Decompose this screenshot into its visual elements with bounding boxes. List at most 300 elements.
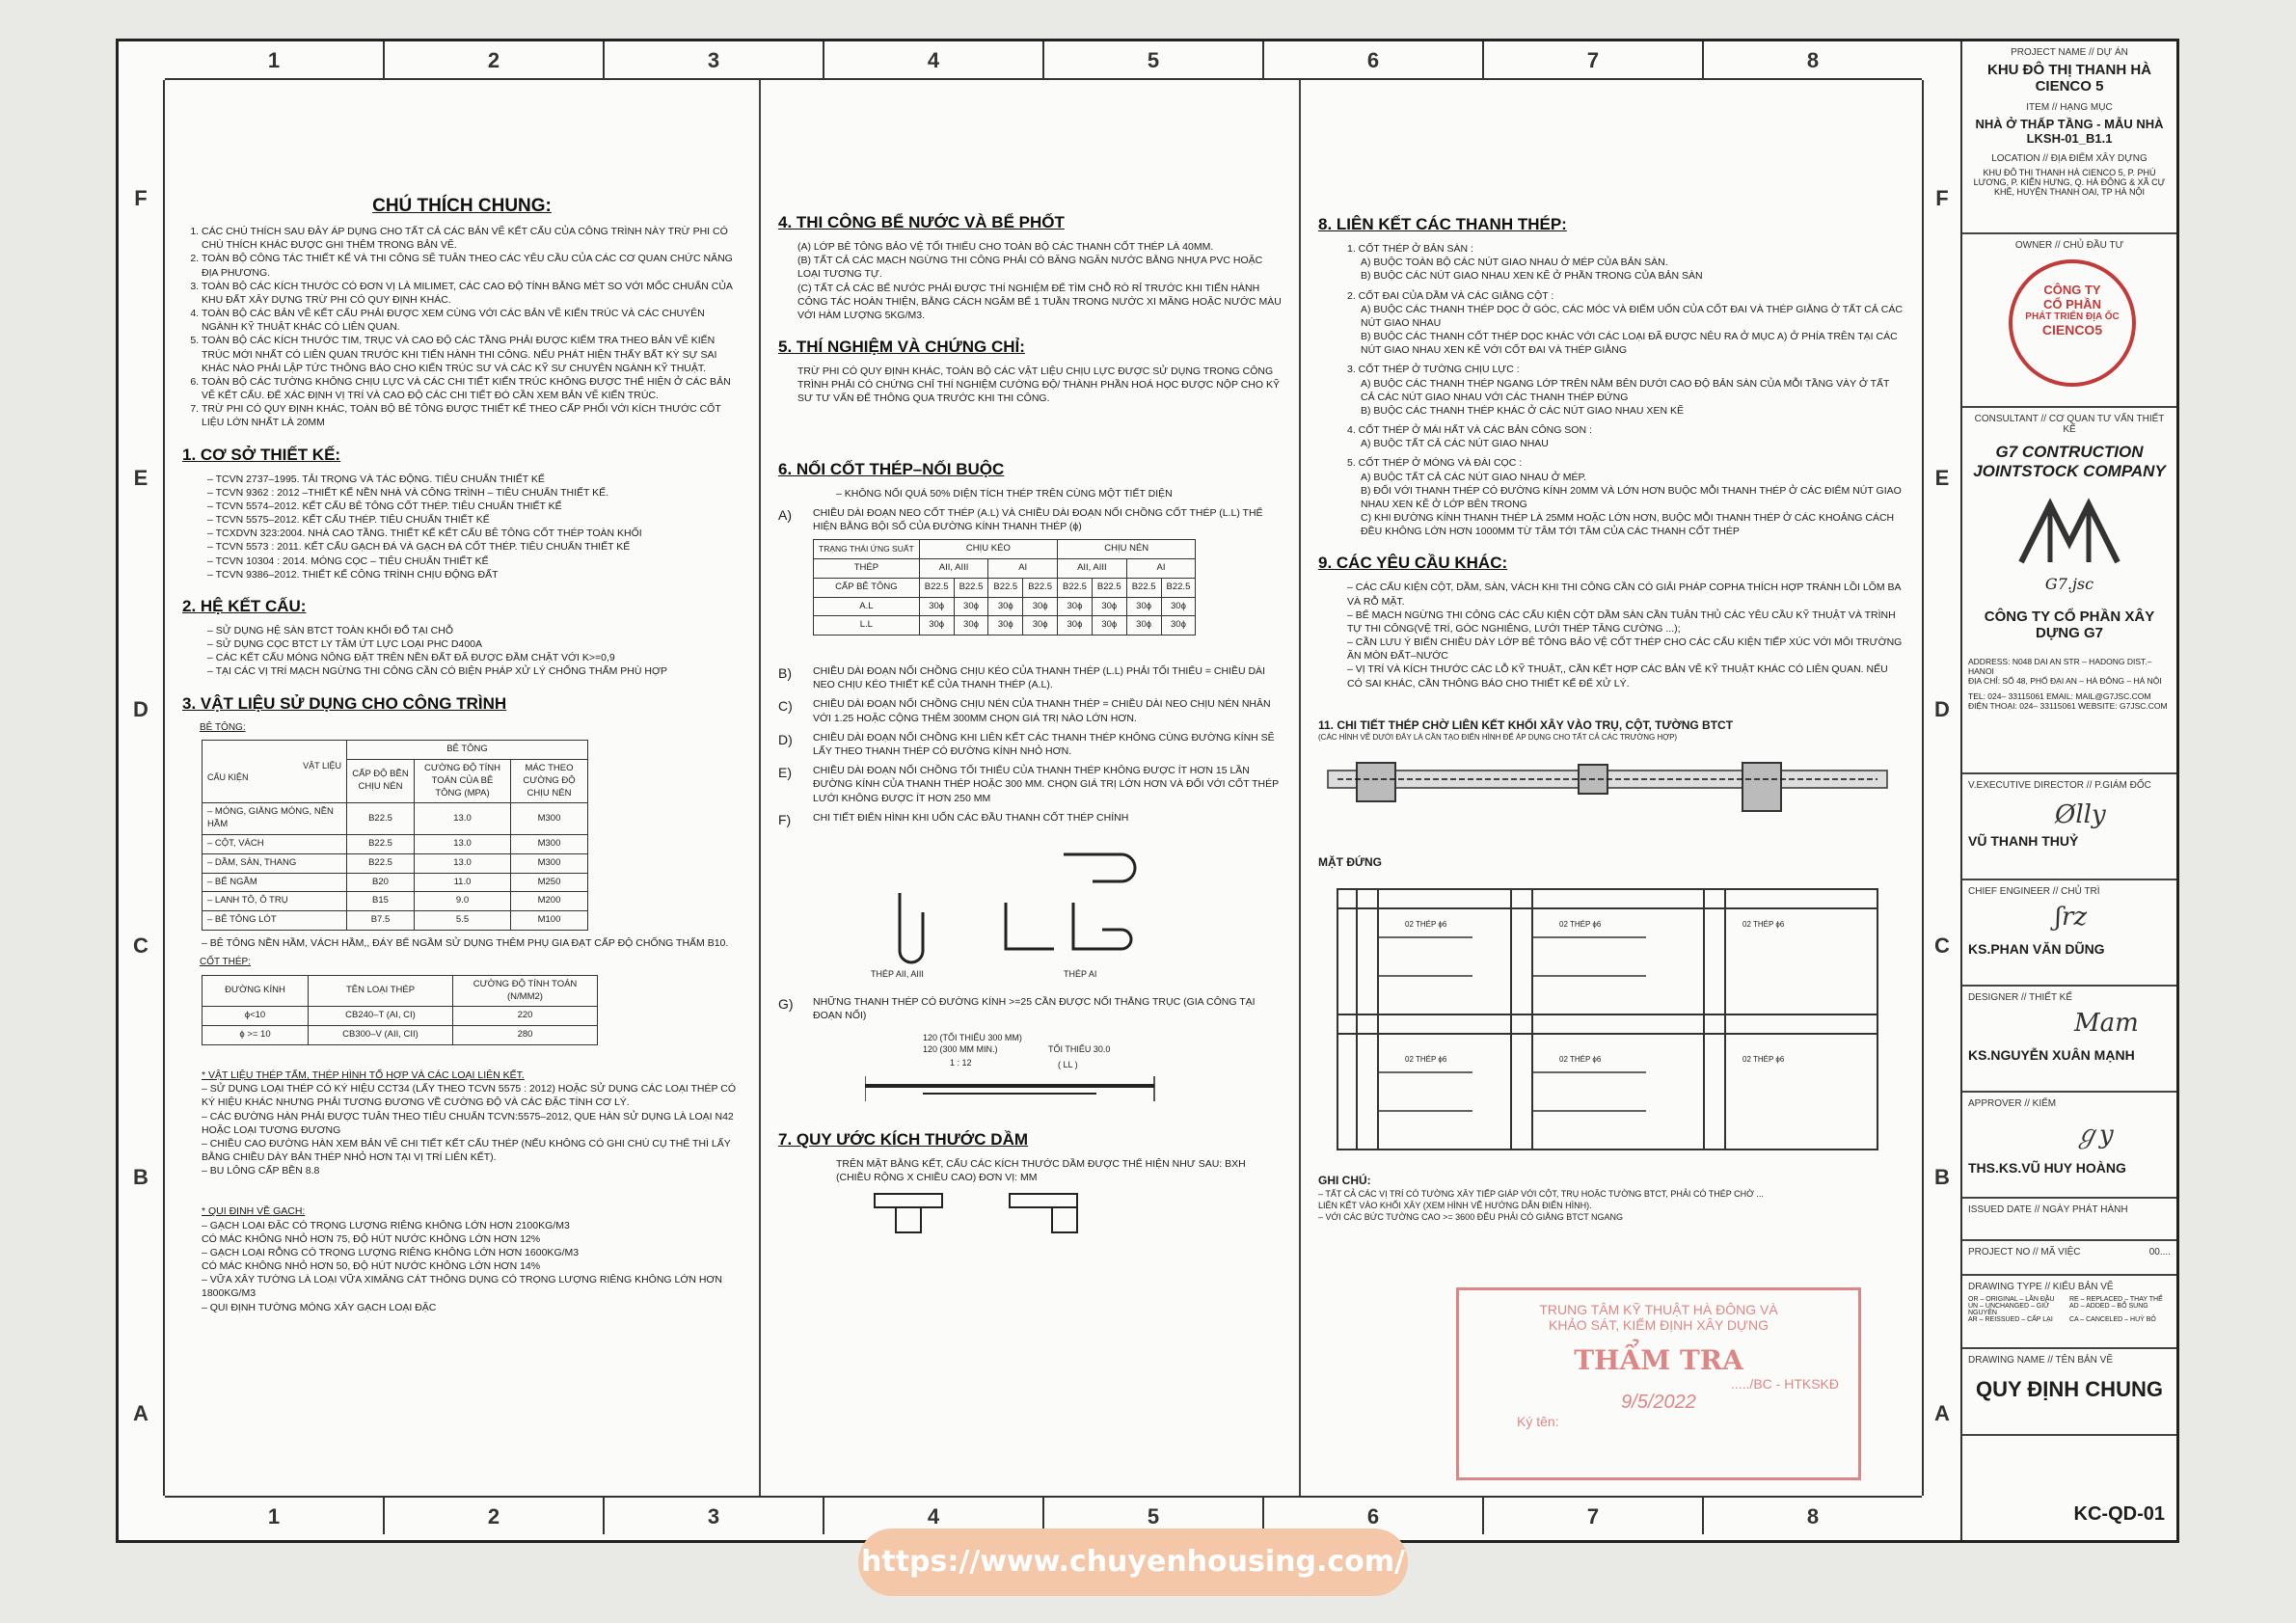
- grid-col-label: 6: [1264, 1498, 1484, 1534]
- table-row: [814, 578, 1196, 597]
- table-cell: B22.5: [988, 578, 1023, 597]
- beam-convention-text: TRÊN MẶT BẰNG KẾT, CẤU CÁC KÍCH THƯỚC DẦM ĐƯỢC THỂ HIỆN NHƯ SAU: BXH (CHIỀU RỘNG X CHIỀU CAO) ĐƠN VỊ: MM: [836, 1157, 1246, 1184]
- table-cell: – CỘT, VÁCH: [203, 835, 347, 854]
- type-code: AR – REISSUED – CẤP LẠI: [1968, 1316, 2053, 1323]
- list-item: 4. TOÀN BỘ CÁC BẢN VẼ KẾT CẤU PHẢI ĐƯỢC XEM CÙNG VỚI CÁC BẢN VẼ KIẾN TRÚC VÀ CÁC CHUYÊN NGÀNH KỸ THUẬT KHÁC CÓ LIÊN QUAN.: [202, 307, 742, 334]
- grid-col-label: 6: [1264, 41, 1484, 78]
- item-body: [813, 506, 1282, 641]
- grid-row-label: A: [133, 1401, 149, 1425]
- stamp-text: CỔ PHẦN: [2043, 297, 2101, 311]
- list-item: – CHIỀU CAO ĐƯỜNG HÀN XEM BẢN VẼ CHI TIẾT KẾT CẤU THÉP (NẾU KHÔNG CÓ GHI CHÚ CỤ THỂ THÌ LẤY BẰNG CHIỀU DÀY BẢN THÉP NHỎ HƠN TẠI VỊ TRÍ LIÊN KẾT).: [202, 1137, 731, 1164]
- other-requirements-title: 9. CÁC YÊU CẦU KHÁC:: [1318, 554, 1508, 573]
- projno-label: PROJECT NO // MÃ VIỆC: [1968, 1247, 2081, 1258]
- item-text: CHIỀU DÀI ĐOẠN NỐI CHỒNG CHỊU KÉO CỦA THANH THÉP (L.L) PHẢI TỐI THIỂU = CHIỀU DÀI NEO CHỊU KÉO THIẾT KẾ CỦA THANH THÉP (A.L).: [813, 665, 1265, 691]
- table-cell: ϕ >= 10: [203, 1026, 309, 1045]
- list-item: – CÁC CẤU KIỆN CỘT, DẦM, SÀN, VÁCH KHI THI CÔNG CẦN CÓ GIẢI PHÁP COPHA THÍCH HỢP TRÁNH LỒI LÕM BA VÀ RỖ MẶT.: [1347, 582, 1901, 608]
- signature-icon: ʃrz: [2055, 903, 2088, 932]
- table-cell: 13.0: [415, 853, 511, 873]
- inspection-stamp: [1456, 1287, 1861, 1480]
- row-grid-left: [119, 80, 165, 1496]
- table-cell: 30ϕ: [988, 597, 1023, 616]
- list-item: – VỮA XÂY TƯỜNG LÀ LOẠI VỮA XIMĂNG CÁT THÔNG DỤNG CÓ TRỌNG LƯỢNG RIÊNG KHÔNG LỚN HƠN 1800KG/M3: [202, 1274, 723, 1300]
- signature-icon: Ølly: [2055, 800, 2106, 829]
- rebar-tag: 02 THÉP ϕ6: [1559, 1054, 1602, 1064]
- signature-icon: ℊy: [2074, 1121, 2114, 1150]
- table-cell: 5.5: [415, 911, 511, 931]
- list-item: – BỂ MẠCH NGỪNG THI CÔNG CÁC CẤU KIỆN CỘT DẦM SÀN CẦN TUÂN THỦ CÁC YÊU CẦU KỸ THUẬT VÀ TRÌNH TỰ THI CÔNG(VỆ TRÍ, GÓC NGHIÊNG, LƯỚI THÉP TĂNG CƯỜNG ...);: [1347, 609, 1896, 635]
- item-label: D): [778, 731, 793, 747]
- grid-row-label: B: [1934, 1165, 1950, 1189]
- column-header: TÊN LOẠI THÉP: [309, 975, 453, 1007]
- chief-name: KS.PHAN VĂN DŨNG: [1968, 941, 2105, 957]
- list-item: – VỚI CÁC BỨC TƯỜNG CAO >= 3600 ĐỂU PHẢI CÓ GIẰNG BTCT NGANG: [1318, 1212, 1624, 1223]
- table-cell: B22.5: [919, 578, 954, 597]
- column-header: CƯỜNG ĐỘ TÍNH TOÁN (N/MM2): [453, 975, 598, 1007]
- list-item: 1. CỐT THÉP Ở BẢN SÀN :: [1347, 243, 1473, 255]
- table-cell: CẤP BÊ TÔNG: [814, 578, 920, 597]
- list-item: B) ĐỐI VỚI THANH THÉP CÓ ĐƯỜNG KÍNH 20MM VÀ LỚN HƠN BUỘC MỖI THANH THÉP Ở CÁC ĐIỂM NÚT GIAO NHAU XEN KẼ Ở LỚP BÊN TRONG: [1361, 484, 1902, 510]
- list-item: – SỬ DỤNG HỆ SÀN BTCT TOÀN KHỐI ĐỔ TẠI CHỖ: [207, 624, 742, 637]
- item-label: ITEM // HẠNG MỤC: [2026, 102, 2113, 113]
- table-cell: 30ϕ: [919, 597, 954, 616]
- table-cell: 30ϕ: [988, 616, 1023, 636]
- grid-row-label: D: [1934, 697, 1950, 721]
- list-item: – TCVN 2737–1995. TẢI TRỌNG VÀ TÁC ĐỘNG. TIÊU CHUẨN THIẾT KẾ: [207, 473, 742, 486]
- table-cell: 13.0: [415, 803, 511, 835]
- list-item: – TẠI CÁC VỊ TRÍ MẠCH NGỪNG THI CÔNG CẦN CÓ BIỆN PHÁP XỬ LÝ CHỐNG THẤM PHÙ HỢP: [207, 664, 742, 678]
- coupler-svg: [865, 1072, 1174, 1111]
- list-item: – BU LÔNG CẤP BỀN 8.8: [202, 1165, 320, 1177]
- brick-title: * QUI ĐỊNH VỀ GẠCH:: [202, 1205, 306, 1218]
- splice-item-f: [778, 811, 1282, 829]
- title-block: [1960, 41, 2176, 1540]
- grid-col-label: 8: [1806, 48, 1820, 72]
- table-cell: 30ϕ: [954, 616, 988, 636]
- dimension-text: 120 (TỐI THIỂU 300 MM): [923, 1032, 1022, 1042]
- director-block: [1962, 774, 2176, 880]
- list-item: A) BUỘC TẤT CẢ CÁC NÚT GIAO NHAU Ở MÉP.: [1361, 471, 1587, 483]
- table-row: [203, 1026, 598, 1045]
- stamp-date: 9/5/2022: [1621, 1392, 1696, 1413]
- item-text: NHỮNG THANH THÉP CÓ ĐƯỜNG KÍNH >=25 CẦN ĐƯỢC NỐI THẲNG TRỤC (GIA CÔNG TẠI ĐOẠN NỐI): [813, 995, 1256, 1021]
- hook-label: THÉP AI: [1064, 968, 1097, 979]
- table-cell: 30ϕ: [1023, 597, 1058, 616]
- elevation-svg: [1318, 870, 1897, 1159]
- rebar-tag: 02 THÉP ϕ6: [1405, 1054, 1447, 1064]
- item-label: F): [778, 811, 792, 827]
- table-row: [203, 892, 588, 911]
- column-header: MÁC THEO CƯỜNG ĐỘ CHỊU NÉN: [511, 759, 588, 802]
- bar-linking-list: [1347, 242, 1904, 538]
- column-general-notes: [165, 80, 761, 1496]
- table-cell: B7.5: [347, 911, 415, 931]
- contact-vn: ĐIỆN THOẠI: 024– 33115061 WEBSITE: G7JSC.COM: [1968, 701, 2168, 711]
- tank-title: 4. THI CÔNG BỂ NƯỚC VÀ BỂ PHỐT: [778, 213, 1065, 231]
- type-codes: [1968, 1296, 2171, 1323]
- materials-title: 3. VẬT LIỆU SỬ DỤNG CHO CÔNG TRÌNH: [182, 693, 507, 713]
- table-row: [814, 597, 1196, 616]
- consultant-name-vn: CÔNG TY CỔ PHẦN XÂY DỰNG G7: [1984, 609, 2155, 641]
- list-item: – CẦN LƯU Ý BIỂN CHIỀU DÀY LỚP BÊ TÔNG BẢO VỆ CỐT THÉP CHO CÁC CẤU KIỆN TIẾP XÚC VỚI MÔI TRƯỜNG ĂN MÒN ĐẤT–NƯỚC: [1347, 636, 1903, 663]
- grid-col-label: 3: [605, 1498, 824, 1534]
- project-info: [1962, 41, 2176, 234]
- list-item: – TCVN 5573 : 2011. KẾT CẤU GẠCH ĐÁ VÀ GẠCH ĐÁ CỐT THÉP. TIÊU CHUẨN THIẾT KẾ: [207, 540, 742, 554]
- table-cell: B22.5: [347, 835, 415, 854]
- item-label: A): [778, 506, 792, 523]
- grid-col-label: 1: [165, 41, 385, 78]
- item-label: C): [778, 698, 793, 715]
- grid-col-label: 4: [824, 41, 1044, 78]
- table-row: [203, 1007, 598, 1026]
- steel-label: CỐT THÉP:: [200, 957, 251, 968]
- list-item: CÓ MÁC KHÔNG NHỎ HƠN 75, ĐỘ HÚT NƯỚC KHÔNG LỚN HƠN 12%: [202, 1232, 541, 1245]
- g7-logo-icon: [2012, 495, 2127, 572]
- table-cell: 280: [453, 1026, 598, 1045]
- list-item: A) BUỘC CÁC THANH THÉP NGANG LỚP TRÊN NẰM BÊN DƯỚI CAO ĐỘ BẢN SÀN CỦA MỖI TẦNG VÀY Ở TẤT CẢ CÁC NÚT GIAO NHAU VỚI CÁC THANH THÉP ĐỨNG: [1361, 377, 1890, 403]
- list-item: – QUI ĐỊNH TƯỜNG MÓNG XÂY GẠCH LOẠI ĐẶC: [202, 1301, 437, 1313]
- logo-text: G7.jsc: [2044, 575, 2094, 593]
- item-text: CHIỀU DÀI ĐOẠN NỐI CHỒNG KHI LIÊN KẾT CÁC THANH THÉP KHÔNG CÙNG ĐƯỜNG KÍNH SẼ LẤY THEO THANH THÉP CÓ ĐƯỜNG KÍNH NHỎ HƠN.: [813, 731, 1275, 757]
- table-cell: 30ϕ: [1161, 597, 1196, 616]
- stamp-text: TRUNG TÂM KỸ THUẬT HÀ ĐÔNG VÀ: [1539, 1302, 1778, 1317]
- steel-notes: [202, 1068, 742, 1177]
- list-item: (C) TẤT CẢ CÁC BỂ NƯỚC PHẢI ĐƯỢC THÍ NGHIỆM ĐỂ TÌM CHỖ RÒ RỈ TRƯỚC KHI TIẾN HÀNH CÔNG TÁC HOÀN THIỆN, BẰNG CÁCH NGÂM BỂ 1 TUẦN TRONG NƯỚC XI MĂNG HOẶC NƯỚC MÀU VỚI HÀM LƯỢNG 5KG/M3.: [797, 282, 1282, 321]
- hook-label: THÉP AII, AIII: [871, 968, 924, 979]
- dimension-text: 1 : 12: [950, 1057, 972, 1068]
- table-cell: 220: [453, 1007, 598, 1026]
- list-item: B) BUỘC CÁC THANH CỐT THÉP DỌC KHÁC VỚI CÁC LOẠI ĐÃ ĐƯỢC NÊU RA Ở MỤC A) Ở PHÍA TRÊN TẠI CÁC NÚT GIAO NHAU XEN KẼ VỚI CỐT ĐAI VÀ THÉP GIẰNG: [1361, 331, 1898, 357]
- splice-item-a: [778, 506, 1282, 641]
- table-cell: – LANH TÔ, Ô TRỤ: [203, 892, 347, 911]
- rebar-tag: 02 THÉP ϕ6: [1405, 919, 1447, 929]
- grid-row-label: B: [133, 1165, 149, 1189]
- table-cell: B22.5: [1161, 578, 1196, 597]
- splice-table: [813, 539, 1196, 636]
- list-item: – TCVN 5575–2012. KẾT CẤU THÉP. TIÊU CHUẨN THIẾT KẾ: [207, 513, 742, 527]
- row-grid-right: [1922, 80, 1960, 1496]
- type-code: RE – REPLACED – THAY THẾ: [2069, 1296, 2163, 1303]
- splice-item-c: [778, 697, 1282, 724]
- list-item: – TCVN 10304 : 2014. MÓNG CỌC – TIÊU CHUẨN THIẾT KẾ: [207, 555, 742, 568]
- list-item: B) BUỘC CÁC THANH THÉP KHÁC Ở CÁC NÚT GIAO NHAU XEN KẼ: [1361, 404, 1684, 417]
- table-cell: B22.5: [347, 803, 415, 835]
- table-cell: 30ϕ: [1023, 616, 1058, 636]
- list-item: – SỬ DỤNG CỌC BTCT LY TÂM ỨT LỰC LOẠI PHC D400A: [207, 637, 742, 651]
- table-row: [203, 873, 588, 892]
- table-cell: 30ϕ: [1161, 616, 1196, 636]
- list-item: – TẤT CẢ CÁC VỊ TRÍ CÓ TƯỜNG XÂY TIẾP GIÁP VỚI CỘT, TRỤ HOẶC TƯỜNG BTCT, PHẢI CÓ THÉP CHỜ ...: [1318, 1189, 1764, 1200]
- column-grid-top: [165, 41, 1922, 80]
- table-cell: – DẦM, SÀN, THANG: [203, 853, 347, 873]
- list-item: 7. TRỪ PHI CÓ QUY ĐỊNH KHÁC, TOÀN BỘ BÊ TÔNG ĐƯỢC THIẾT KẾ THEO CẤP PHỐI VỚI KÍCH THƯỚC CỐT LIỆU LỚN NHẤT LÀ 20MM: [202, 402, 742, 429]
- brick-notes: [202, 1204, 742, 1313]
- grid-col-label: 2: [385, 1498, 605, 1534]
- list-item: – CÁC ĐƯỜNG HÀN PHẢI ĐƯỢC TUÂN THEO TIÊU CHUẨN TCVN:5575–2012, QUE HÀN SỬ DỤNG LÀ LOẠI N42 HOẶC LOẠI TƯƠNG ĐƯƠNG: [202, 1110, 734, 1136]
- table-cell: B15: [347, 892, 415, 911]
- grid-row-label: C: [133, 933, 149, 958]
- chief-label: CHIEF ENGINEER // CHỦ TRÌ: [1968, 886, 2100, 897]
- table-cell: 30ϕ: [1126, 616, 1161, 636]
- bar-linking-title: 8. LIÊN KẾT CÁC THANH THÉP:: [1318, 215, 1567, 233]
- watermark-url[interactable]: https://www.chuyenhousing.com/: [858, 1528, 1408, 1596]
- table-cell: B22.5: [954, 578, 988, 597]
- table-cell: 30ϕ: [1126, 597, 1161, 616]
- grid-col-label: 3: [605, 41, 824, 78]
- table-cell: M250: [511, 873, 588, 892]
- grid-row-label: F: [134, 186, 148, 210]
- table-cell: B22.5: [347, 853, 415, 873]
- column-reinforcement-notes: [1301, 80, 1922, 1496]
- splice-item-g: [778, 995, 1282, 1022]
- grid-row-label: A: [1934, 1401, 1950, 1425]
- item-name: NHÀ Ở THẤP TẦNG - MẪU NHÀ LKSH-01_B1.1: [1975, 117, 2164, 146]
- type-code: AD – ADDED – BỔ SUNG: [2069, 1303, 2148, 1310]
- rebar-tag: 02 THÉP ϕ6: [1559, 919, 1602, 929]
- stamp-ref: ...../BC - HTKSKĐ: [1730, 1376, 1839, 1392]
- director-name: VŨ THANH THUỶ: [1968, 833, 2079, 849]
- testing-title: 5. THÍ NGHIỆM VÀ CHỨNG CHỈ:: [778, 338, 1025, 357]
- stamp-text: CÔNG TY: [2043, 283, 2101, 297]
- dowel-detail-subtitle: (CÁC HÌNH VẼ DƯỚI ĐÂY LÀ CẦN TẠO ĐIỂN HÌNH ĐỂ ÁP DỤNG CHO TẤT CẢ CÁC TRƯỜNG HỢP): [1318, 733, 1678, 742]
- table-cell: AI: [1126, 558, 1196, 578]
- hook-bends-svg: [813, 835, 1237, 970]
- grid-row-label: F: [1935, 186, 1949, 210]
- table-cell: 9.0: [415, 892, 511, 911]
- design-basis-title: 1. CƠ SỞ THIẾT KẾ:: [182, 445, 341, 464]
- director-label: V.EXECUTIVE DIRECTOR // P.GIÁM ĐỐC: [1968, 780, 2151, 791]
- splice-item-b: [778, 664, 1282, 691]
- projno-block: [1962, 1241, 2176, 1276]
- list-item: B) BUỘC CÁC NÚT GIAO NHAU XEN KẼ Ở PHẦN TRONG CỦA BẢN SÀN: [1361, 270, 1703, 283]
- consultant-label: CONSULTANT // CƠ QUAN TƯ VẤN THIẾT KẾ: [1974, 414, 2165, 435]
- address-vn: ĐỊA CHỈ: SỐ 48, PHỐ ĐẠI AN – HÀ ĐÔNG – HÀ NỘI: [1968, 676, 2162, 686]
- type-code: CA – CANCELED – HUỶ BỎ: [2069, 1316, 2156, 1323]
- table-row: [203, 835, 588, 854]
- drawing-type-block: [1962, 1276, 2176, 1349]
- column-header: CẤP ĐỘ BỀN CHỊU NÉN: [347, 759, 415, 802]
- table-cell: CB300–V (AII, CII): [309, 1026, 453, 1045]
- grid-col-label: 8: [1806, 1504, 1820, 1528]
- elevation-label: MẶT ĐỨNG: [1318, 854, 1382, 869]
- grid-col-label: 4: [824, 1498, 1044, 1534]
- list-item: 6. TOÀN BỘ CÁC TƯỜNG KHÔNG CHỊU LỰC VÀ CÁC CHI TIẾT KIẾN TRÚC KHÔNG ĐƯỢC THỂ HIỆN Ở CÁC BẢN VẼ KẾT CẤU. ĐỂ XÁC ĐỊNH VỊ TRÍ VÀ CAO ĐỘ CÁC CHI TIẾT ĐÓ CẦN XEM BẢN VẼ KIẾN TRÚC.: [202, 375, 742, 402]
- grid-row-label: E: [133, 466, 149, 490]
- signature-icon: Mam: [2074, 1009, 2139, 1038]
- dimension-text: ( LL ): [1058, 1059, 1078, 1069]
- location-label: LOCATION // ĐỊA ĐIỂM XÂY DỰNG: [1991, 153, 2147, 164]
- list-item: – GẠCH LOẠI ĐẶC CÓ TRỌNG LƯỢNG RIÊNG KHÔNG LỚN HƠN 2100KG/M3: [202, 1219, 570, 1231]
- owner-info: [1962, 234, 2176, 408]
- table-cell: B22.5: [1023, 578, 1058, 597]
- table-row: [203, 911, 588, 931]
- grid-col-label: 1: [165, 1498, 385, 1534]
- item-text: CHIỀU DÀI ĐOẠN NEO CỐT THÉP (A.L) VÀ CHIỀU DÀI ĐOẠN NỐI CHỒNG CỐT THÉP (L.L) THỂ HIỆN BẰNG BỘI SỐ CỦA ĐƯỜNG KÍNH THANH THÉP (ϕ): [813, 506, 1263, 532]
- list-item: – TCVN 5574–2012. KẾT CẤU BÊ TÔNG CỐT THÉP. TIÊU CHUẨN THIẾT KẾ: [207, 500, 742, 513]
- table-cell: L.L: [814, 616, 920, 636]
- type-label: DRAWING TYPE // KIỂU BẢN VẼ: [1968, 1282, 2114, 1292]
- list-item: – CÁC KẾT CẤU MÓNG NÔNG ĐẶT TRÊN NỀN ĐẤT ĐÃ ĐƯỢC ĐẦM CHẶT VỚI K>=0,9: [207, 651, 742, 664]
- project-label: PROJECT NAME // DỰ ÁN: [2011, 47, 2128, 58]
- column-header: CƯỜNG ĐỘ TÍNH TOÁN CỦA BÊ TÔNG (MPA): [415, 759, 511, 802]
- table-cell: – BỂ NGẦM: [203, 873, 347, 892]
- stamp-title: THẨM TRA: [1574, 1344, 1743, 1376]
- chief-block: [1962, 880, 2176, 987]
- type-code: OR – ORIGINAL – LẦN ĐẦU: [1968, 1296, 2055, 1303]
- drawing-name-label: DRAWING NAME // TÊN BẢN VẼ: [1968, 1355, 2114, 1366]
- table-cell: TRẠNG THÁI ỨNG SUẤT: [814, 540, 920, 559]
- item-text: CHIỀU DÀI ĐOẠN NỐI CHỒNG CHỊU NÉN CỦA THANH THÉP = CHIỀU DÀI NEO CHỊU NÉN NHÂN VỚI 1.25 HOẶC CỘNG THÊM 300MM CHỌN GIÁ TRỊ NÀO LỚN HƠN.: [813, 698, 1271, 724]
- list-item: LIÊN KẾT VÀO KHỐI XÂY (XEM HÌNH VẼ HƯỚNG DẪN ĐIỂN HÌNH).: [1318, 1201, 1592, 1211]
- table-cell: M100: [511, 911, 588, 931]
- item-label: E): [778, 765, 792, 781]
- list-item: CÓ MÁC KHÔNG NHỎ HƠN 50, ĐỘ HÚT NƯỚC KHÔNG LỚN HƠN 14%: [202, 1260, 541, 1273]
- structural-system-list: [207, 624, 742, 679]
- dimension-text: TỐI THIỂU 30.0: [1048, 1043, 1111, 1054]
- list-item: (A) LỚP BÊ TÔNG BẢO VỆ TỐI THIỂU CHO TOÀN BỘ CÁC THANH CỐT THÉP LÀ 40MM.: [797, 241, 1214, 253]
- table-corner-header: [203, 741, 347, 803]
- concrete-table: [202, 740, 588, 931]
- consultant-info: [1962, 408, 2176, 774]
- table-cell: 30ϕ: [1092, 616, 1126, 636]
- rebar-tag: 02 THÉP ϕ6: [1742, 1054, 1785, 1064]
- contact-en: TEL: 024– 33115061 EMAIL: MAIL@G7JSC.COM: [1968, 691, 2151, 701]
- table-cell: M300: [511, 835, 588, 854]
- list-item: – VỊ TRÍ VÀ KÍCH THƯỚC CÁC LỖ KỸ THUẬT,, CẦN KẾT HỢP CÁC BẢN VẼ KỸ THUẬT KHÁC CÓ LIÊN QUAN. NẾU CÓ SAI KHÁC, CẦN THÔNG BÁO CHO THIẾT KẾ ĐỂ XỬ LÝ.: [1347, 663, 1888, 690]
- item-text: CHI TIẾT ĐIỂN HÌNH KHI UỐN CÁC ĐẦU THANH CỐT THÉP CHÍNH: [813, 811, 1129, 824]
- grid-col-label: 2: [385, 41, 605, 78]
- grid-col-label: 7: [1484, 41, 1704, 78]
- grid-col-label: 5: [1044, 41, 1264, 78]
- list-item: 2. CỐT ĐAI CỦA DẦM VÀ CÁC GIẰNG CỘT :: [1347, 289, 1554, 302]
- drawing-sheet: [116, 39, 2179, 1543]
- item-label: G): [778, 995, 794, 1012]
- project-name: KHU ĐÔ THỊ THANH HÀ CIENCO 5: [1987, 62, 2151, 95]
- table-cell: THÉP: [814, 558, 920, 578]
- table-cell: AI: [988, 558, 1058, 578]
- type-code: UN – UNCHANGED – GIỮ NGUYÊN: [1968, 1303, 2050, 1316]
- table-cell: CHỊU NÉN: [1058, 540, 1196, 559]
- list-item: 3. CỐT THÉP Ở TƯỜNG CHỊU LỰC :: [1347, 364, 1520, 376]
- list-item: – SỬ DỤNG LOẠI THÉP CÓ KÝ HIỆU CCT34 (LẤY THEO TCVN 5575 : 2012) HOẶC SỬ DỤNG CÁC LOẠI THÉP CÓ KÝ HIỆU KHÁC NHƯNG PHẢI TƯƠNG ĐƯƠNG VỀ CƯỜNG ĐỘ VÀ CÁC ĐẶC TÍNH CƠ LÝ.: [202, 1083, 736, 1109]
- table-cell: 30ϕ: [1092, 597, 1126, 616]
- drawing-code: KC-QD-01: [2073, 1503, 2165, 1525]
- coupler-detail-drawing: [865, 1028, 1282, 1115]
- list-item: 5. TOÀN BỘ CÁC KÍCH THƯỚC TIM, TRỤC VÀ CAO ĐỘ CÁC TẦNG PHẢI ĐƯỢC KIỂM TRA THEO BẢN VẼ KIẾN TRÚC MỚI NHẤT CÓ LIÊN QUAN TRƯỚC KHI TIẾN HÀNH THI CÔNG. NẾU PHÁT HIỆN THẤY BẤT KỲ SỰ SAI KHÁC NÀO PHẢI LẬP TỨC THÔNG BÁO CHO KIẾN TRÚC SƯ VÀ CÁC KỸ SƯ CHUYÊN NGÀNH KỸ THUẬT.: [202, 334, 742, 375]
- header-material: VẬT LIỆU: [303, 761, 341, 771]
- column-construction-notes: [761, 80, 1301, 1496]
- rebar-tag: 02 THÉP ϕ6: [1742, 919, 1785, 929]
- dowel-plan-svg: [1318, 744, 1897, 830]
- stamp-text: PHÁT TRIỂN ĐỊA ỐC: [2025, 311, 2120, 322]
- drawing-name-block: [1962, 1349, 2176, 1436]
- notes-title: GHI CHÚ:: [1318, 1173, 1371, 1187]
- grid-row-label: D: [133, 697, 149, 721]
- table-cell: B22.5: [1126, 578, 1161, 597]
- dowel-detail-title: 11. CHI TIẾT THÉP CHỜ LIÊN KẾT KHỐI XÂY VÀO TRỤ, CỘT, TƯỜNG BTCT: [1318, 717, 1734, 732]
- table-row: [814, 616, 1196, 636]
- location-text: KHU ĐÔ THỊ THANH HÀ CIENCO 5, P. PHÚ LƯƠNG, P. KIẾN HƯNG, Q. HÀ ĐÔNG & XÃ CỰ KHÊ, HUYỆN THANH OAI, TP HÀ NỘI: [1973, 168, 2166, 197]
- table-cell: AII, AIII: [919, 558, 988, 578]
- column-header: ĐƯỜNG KÍNH: [203, 975, 309, 1007]
- table-cell: ϕ<10: [203, 1007, 309, 1026]
- owner-stamp: [2009, 259, 2136, 387]
- table-cell: CB240–T (AI, CI): [309, 1007, 453, 1026]
- elevation-drawing: [1318, 870, 1897, 1159]
- approver-name: THS.KS.VŨ HUY HOÀNG: [1968, 1160, 2126, 1176]
- approver-label: APPROVER // KIỂM: [1968, 1098, 2057, 1109]
- table-cell: 30ϕ: [1058, 616, 1093, 636]
- stamp-text: KHẢO SÁT, KIỂM ĐỊNH XÂY DỰNG: [1549, 1317, 1769, 1333]
- grid-col-label: 7: [1484, 1498, 1704, 1534]
- table-cell: 30ϕ: [1058, 597, 1093, 616]
- address-en: ADDRESS: N048 DAI AN STR – HADONG DIST.– HANOI: [1968, 657, 2152, 676]
- beam-convention-title: 7. QUY ƯỚC KÍCH THƯỚC DẦM: [778, 1129, 1029, 1149]
- grid-col-label: 5: [1044, 1498, 1264, 1534]
- stamp-text: CIENCO5: [2041, 322, 2103, 338]
- list-item: * VẬT LIỆU THÉP TẤM, THÉP HÌNH TỔ HỢP VÀ CÁC LOẠI LIÊN KẾT.: [202, 1069, 525, 1081]
- list-item: A) BUỘC TẤT CẢ CÁC NÚT GIAO NHAU: [1361, 438, 1549, 450]
- concrete-note: – BÊ TÔNG NỀN HẦM, VÁCH HẦM,, ĐÁY BỂ NGẦM SỬ DỤNG THÊM PHỤ GIA ĐẠT CẤP ĐỘ CHỐNG THẤM B10.: [202, 937, 729, 950]
- stamp-sign: Ký tên:: [1517, 1414, 1559, 1429]
- list-item: (B) TẤT CẢ CÁC MẠCH NGỪNG THI CÔNG PHẢI CÓ BĂNG NGĂN NƯỚC BẰNG NHỰA PVC HOẶC LOẠI TƯƠNG TỰ.: [797, 255, 1263, 281]
- splice-item-e: [778, 764, 1282, 805]
- table-cell: AII, AIII: [1058, 558, 1127, 578]
- issued-label: ISSUED DATE // NGÀY PHÁT HÀNH: [1968, 1204, 2128, 1215]
- table-cell: M300: [511, 853, 588, 873]
- list-item: 5. CỐT THÉP Ở MÓNG VÀ ĐÀI CỌC :: [1347, 457, 1523, 470]
- table-cell: 11.0: [415, 873, 511, 892]
- table-cell: – MÓNG, GIẰNG MÓNG, NỀN HẦM: [203, 803, 347, 835]
- other-requirements-list: [1347, 581, 1904, 690]
- splice-title: 6. NỐI CỐT THÉP–NỐI BUỘC: [778, 459, 1005, 478]
- general-notes-list: [202, 225, 742, 430]
- list-item: 1. CÁC CHÚ THÍCH SAU ĐÂY ÁP DỤNG CHO TẤT CẢ CÁC BẢN VẼ KẾT CẤU CỦA CÔNG TRÌNH NÀY TRỪ PHI CÓ CHÚ THÍCH KHÁC ĐƯỢC GHI THÊM TRONG BẢN VẼ.: [202, 225, 742, 252]
- dimension-text: 120 (300 MM MIN.): [923, 1043, 998, 1054]
- designer-block: [1962, 987, 2176, 1093]
- structural-system-title: 2. HỆ KẾT CẤU:: [182, 596, 307, 615]
- table-cell: CHỊU KÉO: [919, 540, 1057, 559]
- table-cell: A.L: [814, 597, 920, 616]
- table-row: [203, 803, 588, 835]
- beam-section-svg: [836, 1184, 1125, 1242]
- design-basis-list: [207, 473, 742, 582]
- list-item: 2. TOÀN BỘ CÔNG TÁC THIẾT KẾ VÀ THI CÔNG SẼ TUÂN THEO CÁC YÊU CẦU CỦA CÁC CƠ QUAN CHỨC NĂNG ĐỊA PHƯƠNG.: [202, 252, 742, 279]
- list-item: A) BUỘC CÁC THANH THÉP DỌC Ở GÓC, CÁC MÓC VÀ ĐIỂM UỐN CỦA CỐT ĐAI VÀ THÉP GIẰNG Ở TẤT CẢ CÁC NÚT GIAO NHAU: [1361, 303, 1903, 329]
- drawing-name: QUY ĐỊNH CHUNG: [1976, 1377, 2163, 1401]
- table-cell: B22.5: [1092, 578, 1126, 597]
- list-item: – TCVN 9386–2012. THIẾT KẾ CÔNG TRÌNH CHỊU ĐỘNG ĐẤT: [207, 568, 742, 582]
- table-cell: 30ϕ: [919, 616, 954, 636]
- list-item: – TCXDVN 323:2004. NHÀ CAO TẦNG. THIẾT KẾ KẾT CẤU BÊ TÔNG CỐT THÉP TOÀN KHỐI: [207, 527, 742, 540]
- table-cell: B22.5: [1058, 578, 1093, 597]
- table-cell: – BÊ TÔNG LÓT: [203, 911, 347, 931]
- testing-text: TRỪ PHI CÓ QUY ĐỊNH KHÁC, TOÀN BỘ CÁC VẬT LIỆU CHỊU LỰC ĐƯỢC SỬ DỤNG TRONG CÔNG TRÌNH PHẢI CÓ CHỨNG CHỈ THÍ NGHIỆM CƯỜNG ĐỘ/ THÀNH PHẦN HOÁ HỌC ĐƯỢC NỘP CHO KỸ SƯ TƯ VẤN ĐỂ THÔNG QUA TRƯỚC KHI THI CÔNG.: [797, 365, 1280, 405]
- table-cell: 13.0: [415, 835, 511, 854]
- column-header: BÊ TÔNG: [347, 741, 588, 760]
- designer-name: KS.NGUYỄN XUÂN MẠNH: [1968, 1047, 2135, 1063]
- designer-label: DESIGNER // THIẾT KẾ: [1968, 992, 2072, 1003]
- table-cell: 30ϕ: [954, 597, 988, 616]
- grid-row-label: C: [1934, 933, 1950, 958]
- list-item: 4. CỐT THÉP Ở MÁI HẤT VÀ CÁC BẢN CÔNG SON :: [1347, 424, 1592, 437]
- table-cell: B20: [347, 873, 415, 892]
- table-cell: M300: [511, 803, 588, 835]
- list-item: – TCVN 9362 : 2012 –THIẾT KẾ NỀN NHÀ VÀ CÔNG TRÌNH – TIÊU CHUẨN THIẾT KẾ.: [207, 486, 742, 500]
- tank-list: [797, 240, 1282, 322]
- splice-intro: – KHÔNG NỐI QUÁ 50% DIỆN TÍCH THÉP TRÊN CÙNG MỘT TIẾT DIỆN: [836, 487, 1173, 500]
- list-item: 3. TOÀN BỘ CÁC KÍCH THƯỚC CÓ ĐƠN VỊ LÀ MILIMET, CÁC CAO ĐỘ TÍNH BẰNG MÉT SO VỚI MỐC CHUẨN CỦA KHU ĐẤT XÂY DỰNG TRỪ PHI CÓ QUY ĐỊNH KHÁC.: [202, 280, 742, 307]
- table-row: [203, 853, 588, 873]
